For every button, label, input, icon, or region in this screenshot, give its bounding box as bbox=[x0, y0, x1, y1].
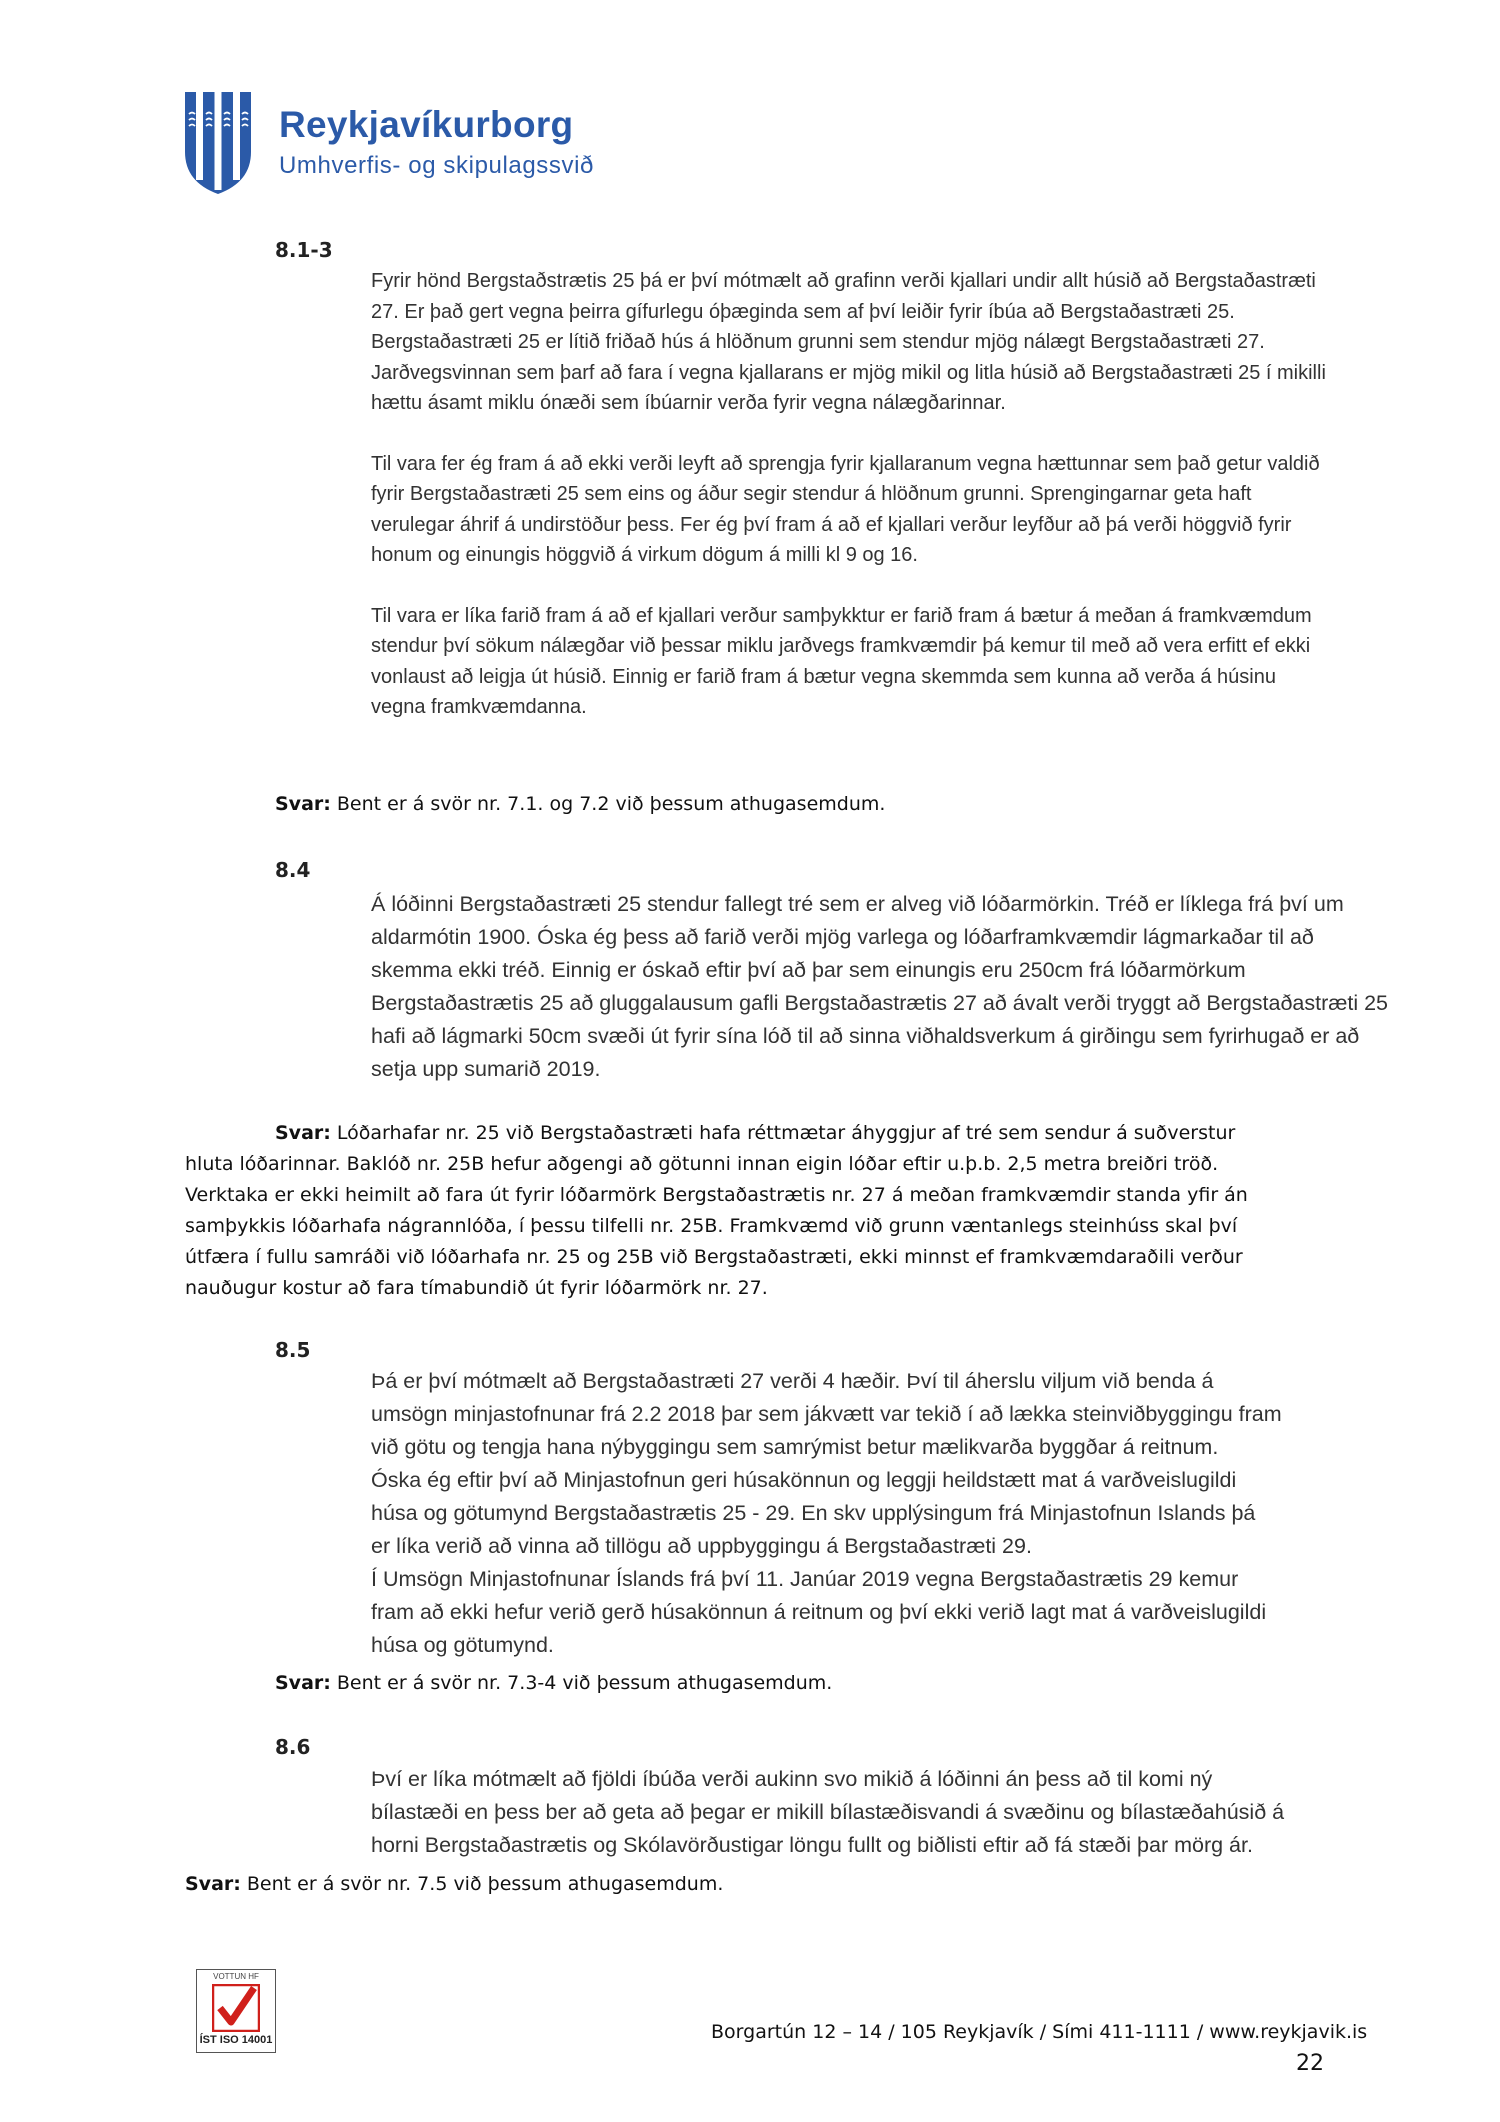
header bbox=[183, 90, 643, 200]
section-8-1-3-text bbox=[371, 266, 1331, 723]
section-number-8-5: 8.5 bbox=[275, 1338, 311, 1362]
footer-address: Borgartún 12 – 14 / 105 Reykjavík / Sími 411-1111 / www.reykjavik.is bbox=[711, 2021, 1368, 2043]
iso-certification-badge bbox=[196, 1969, 276, 2053]
section-8-6-text bbox=[371, 1763, 1431, 1862]
text-line: Þá er því mótmælt að Bergstaðastræti 27 verði 4 hæðir. Því til áherslu viljum við benda á bbox=[371, 1369, 1214, 1393]
answer-8-6 bbox=[185, 1873, 723, 1895]
paragraph: Til vara fer ég fram á að ekki verði leyft að sprengja fyrir kjallaranum vegna hættunnar sem það getur valdið fyrir Bergstaðastræti 25 sem eins og áður segir stendur á hlöðnum grunni. Sprengingarnar geta haft verulegar áhrif á undirstöður þess. Fer ég því fram á að ef kjallari verður leyfður að þá verði höggvið fyrir honum og einungis höggvið á virkum dögum á milli kl 9 og 16. bbox=[371, 452, 1320, 566]
answer-label: Svar: bbox=[185, 1873, 241, 1895]
reykjavik-coat-of-arms-icon bbox=[183, 90, 253, 196]
answer-text: Bent er á svör nr. 7.1. og 7.2 við þessum athugasemdum. bbox=[330, 793, 886, 815]
text-line: umsögn minjastofnunar frá 2.2 2018 þar sem jákvætt var tekið í að lækka steinviðbyggingu fram bbox=[371, 1402, 1282, 1426]
section-number-8-4: 8.4 bbox=[275, 858, 311, 882]
text-line: Því er líka mótmælt að fjöldi íbúða verði aukinn svo mikið á lóðinni án þess að til komi ný bbox=[371, 1767, 1213, 1791]
section-number-8-6: 8.6 bbox=[275, 1735, 311, 1759]
cert-top-label: VOTTUN HF bbox=[213, 1972, 259, 1981]
answer-8-4 bbox=[185, 1118, 1425, 1304]
answer-8-5 bbox=[275, 1672, 832, 1694]
text-line: horni Bergstaðastrætis og Skólavörðustigar löngu fullt og biðlisti eftir að fá stæði þar mörg ár. bbox=[371, 1833, 1253, 1857]
answer-line: útfæra í fullu samráði við lóðarhafa nr. 25 og 25B við Bergstaðastræti, ekki minnst ef framkvæmdaraðili verður bbox=[185, 1246, 1243, 1268]
department-name: Umhverfis- og skipulagssvið bbox=[279, 152, 594, 179]
text-line: Óska ég eftir því að Minjastofnun geri húsakönnun og leggji heildstætt mat á varðveislugildi bbox=[371, 1468, 1237, 1492]
answer-line: hluta lóðarinnar. Baklóð nr. 25B hefur aðgengi að götunni innan eigin lóðar eftir u.þ.b. 2,5 metra breiðri tröð. bbox=[185, 1153, 1219, 1175]
text-line: við götu og tengja hana nýbyggingu sem samrýmist betur mælikvarða byggðar á reitnum. bbox=[371, 1435, 1219, 1459]
paragraph: Á lóðinni Bergstaðastræti 25 stendur fallegt tré sem er alveg við lóðarmörkin. Tréð er líklega frá því um aldarmótin 1900. Óska ég þess að farið verði mjög varlega og lóðarframkvæmdir lágmarkaðar til að skemma ekki tréð. Einnig er óskað eftir því að þar sem einungis eru 250cm frá lóðarmörkum Bergstaðastrætis 25 að gluggalausum gafli Bergstaðastrætis 27 að ávalt verði tryggt að Bergstaðastræti 25 hafi að lágmarki 50cm svæði út fyrir sína lóð til að sinna viðhaldsverkum á girðingu sem fyrirhugað er að setja upp sumarið 2019. bbox=[371, 892, 1389, 1081]
page-number: 22 bbox=[1296, 2051, 1324, 2076]
answer-line: Lóðarhafar nr. 25 við Bergstaðastræti hafa réttmætar áhyggjur af tré sem sendur á suðverstur bbox=[330, 1122, 1236, 1144]
section-number-8-1-3: 8.1-3 bbox=[275, 238, 333, 262]
answer-text: Bent er á svör nr. 7.5 við þessum athugasemdum. bbox=[240, 1873, 724, 1895]
text-line: fram að ekki hefur verið gerð húsakönnun á reitnum og því ekki verið lagt mat á varðveislugildi bbox=[371, 1600, 1267, 1624]
checkmark-icon bbox=[212, 1984, 260, 2032]
paragraph: Fyrir hönd Bergstaðstrætis 25 þá er því mótmælt að grafinn verði kjallari undir allt húsið að Bergstaðastræti 27. Er það gert vegna þeirra gífurlegu óþæginda sem af því leiðir fyrir íbúa að Bergstaðastræti 25. Bergstaðastræti 25 er lítið friðað hús á hlöðnum grunni sem stendur mjög nálægt Bergstaðastræti 27. Jarðvegsvinnan sem þarf að fara í vegna kjallarans er mjög mikil og litla húsið að Bergstaðastræti 25 í mikilli hættu ásamt miklu ónæði sem íbúarnir verða fyrir vegna nálægðarinnar. bbox=[371, 270, 1326, 414]
section-8-5-text bbox=[371, 1365, 1431, 1662]
answer-text: Bent er á svör nr. 7.3-4 við þessum athugasemdum. bbox=[330, 1672, 833, 1694]
section-8-4-text bbox=[371, 888, 1391, 1086]
text-line: húsa og götumynd Bergstaðastrætis 25 - 29. En skv upplýsingum frá Minjastofnun Islands þá bbox=[371, 1501, 1256, 1525]
answer-line: Verktaka er ekki heimilt að fara út fyrir lóðarmörk Bergstaðastrætis nr. 27 á meðan framkvæmdir standa yfir án bbox=[185, 1184, 1248, 1206]
org-name: Reykjavíkurborg bbox=[279, 104, 574, 145]
text-line: bílastæði en þess ber að geta að þegar er mikill bílastæðisvandi á svæðinu og bílastæðahúsið á bbox=[371, 1800, 1285, 1824]
answer-line: nauðugur kostur að fara tímabundið út fyrir lóðarmörk nr. 27. bbox=[185, 1277, 768, 1299]
paragraph: Til vara er líka farið fram á að ef kjallari verður samþykktur er farið fram á bætur á meðan á framkvæmdum stendur því sökum nálægðar við þessar miklu jarðvegs framkvæmdir þá kemur til með að vera erfitt ef ekki vonlaust að leigja út húsið. Einnig er farið fram á bætur vegna skemmda sem kunna að verða á húsinu vegna framkvæmdanna. bbox=[371, 604, 1312, 718]
answer-label: Svar: bbox=[275, 1122, 331, 1144]
cert-bottom-label: ÍST ISO 14001 bbox=[199, 2034, 273, 2046]
text-line: Í Umsögn Minjastofnunar Íslands frá því 11. Janúar 2019 vegna Bergstaðastrætis 29 kemur bbox=[371, 1567, 1239, 1591]
text-line: er líka verið að vinna að tillögu að uppbyggingu á Bergstaðastræti 29. bbox=[371, 1534, 1032, 1558]
answer-line: samþykkis lóðarhafa nágrannlóða, í þessu tilfelli nr. 25B. Framkvæmd við grunn væntanlegs steinhúss skal því bbox=[185, 1215, 1238, 1237]
answer-label: Svar: bbox=[275, 793, 331, 815]
answer-label: Svar: bbox=[275, 1672, 331, 1694]
text-line: húsa og götumynd. bbox=[371, 1633, 554, 1657]
answer-8-1-3 bbox=[275, 793, 885, 815]
